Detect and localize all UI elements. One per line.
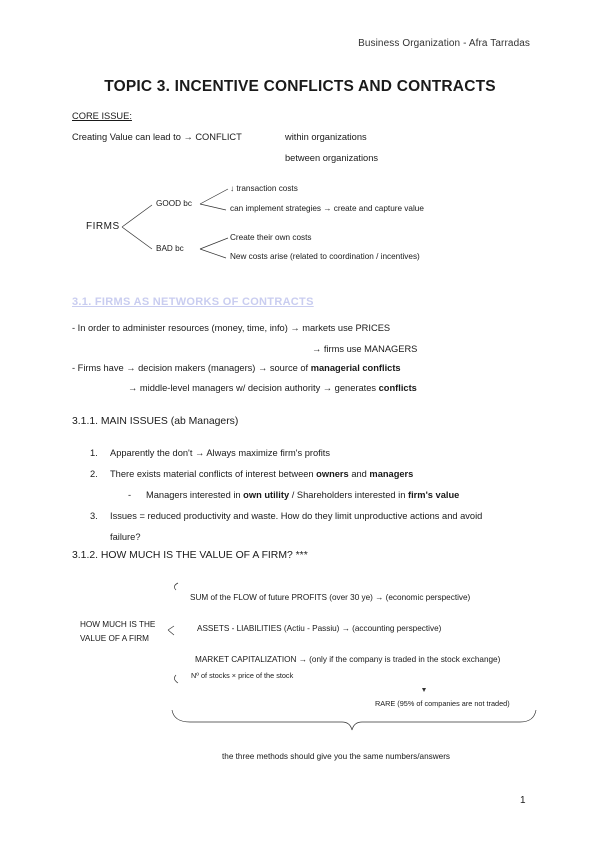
good-item-1: ↓ transaction costs	[230, 184, 298, 193]
issue-1-num: 1.	[90, 448, 98, 458]
firms-branch-bad	[122, 227, 152, 249]
issue-1-text: Apparently the don't → Always maximize firm's profits	[110, 448, 331, 458]
section-heading-3-1-2: 3.1.2. HOW MUCH IS THE VALUE OF A FIRM? ***	[72, 550, 308, 561]
section-3-1-p3: → middle-level managers w/ decision authority → generates conflicts	[128, 383, 417, 393]
conclusion-text: the three methods should give you the same numbers/answers	[222, 752, 451, 761]
running-header: Business Organization - Afra Tarradas	[358, 38, 530, 49]
issue-2-num: 2.	[90, 469, 98, 479]
stock-note: Nº of stocks × price of the stock	[191, 671, 294, 680]
good-item-2: can implement strategies → create and capture value	[230, 204, 424, 213]
core-issue-between: between organizations	[285, 153, 379, 163]
rare-arrow-tip	[422, 688, 426, 692]
issue-3-line-2: failure?	[110, 532, 141, 542]
bad-brace-bottom	[200, 249, 226, 258]
value-label-line-2: VALUE OF A FIRM	[80, 634, 149, 643]
value-method-3: MARKET CAPITALIZATION → (only if the company is traded in the stock exchange)	[195, 655, 501, 664]
good-brace-top	[200, 189, 228, 204]
firms-label: FIRMS	[86, 221, 120, 232]
section-3-1-p2: - Firms have → decision makers (managers) → source of managerial conflicts	[72, 363, 401, 373]
issue-3-num: 3.	[90, 511, 98, 521]
rare-note: RARE (95% of companies are not traded)	[375, 699, 510, 708]
section-3-1-p1: - In order to administer resources (money, time, info) → markets use PRICES	[72, 323, 391, 333]
value-method-2: ASSETS - LIABILITIES (Actiu - Passiu) → (accounting perspective)	[197, 624, 442, 633]
core-issue-line: Creating Value can lead to → CONFLICT	[72, 132, 242, 142]
page-number: 1	[520, 795, 526, 806]
bad-label: BAD bc	[156, 244, 184, 253]
bottom-brace	[172, 710, 536, 730]
bad-brace-top	[200, 238, 228, 249]
section-3-1-p1b: → firms use MANAGERS	[312, 344, 418, 354]
good-brace-bottom	[200, 204, 226, 210]
issue-2-dash-item: - Managers interested in own utility / Shareholders interested in firm's value	[128, 490, 460, 500]
good-label: GOOD bc	[156, 199, 192, 208]
section-heading-3-1: 3.1. FIRMS AS NETWORKS OF CONTRACTS	[72, 296, 314, 308]
bad-item-1: Create their own costs	[230, 233, 312, 242]
value-brace	[168, 583, 178, 683]
section-heading-3-1-1: 3.1.1. MAIN ISSUES (ab Managers)	[72, 416, 239, 427]
issue-2-text: There exists material conflicts of interest between owners and managers	[110, 469, 414, 479]
core-issue-within: within organizations	[285, 132, 367, 142]
value-label-line-1: HOW MUCH IS THE	[80, 620, 156, 629]
page-title: TOPIC 3. INCENTIVE CONFLICTS AND CONTRACTS	[104, 78, 496, 95]
bad-item-2: New costs arise (related to coordination / incentives)	[230, 252, 420, 261]
firms-branch-good	[122, 205, 152, 227]
core-issue-label: CORE ISSUE:	[72, 111, 132, 121]
issue-3-line-1: Issues = reduced productivity and waste. How do they limit unproductive actions and avoid	[110, 511, 483, 521]
value-method-1: SUM of the FLOW of future PROFITS (over 30 ye) → (economic perspective)	[190, 593, 471, 602]
